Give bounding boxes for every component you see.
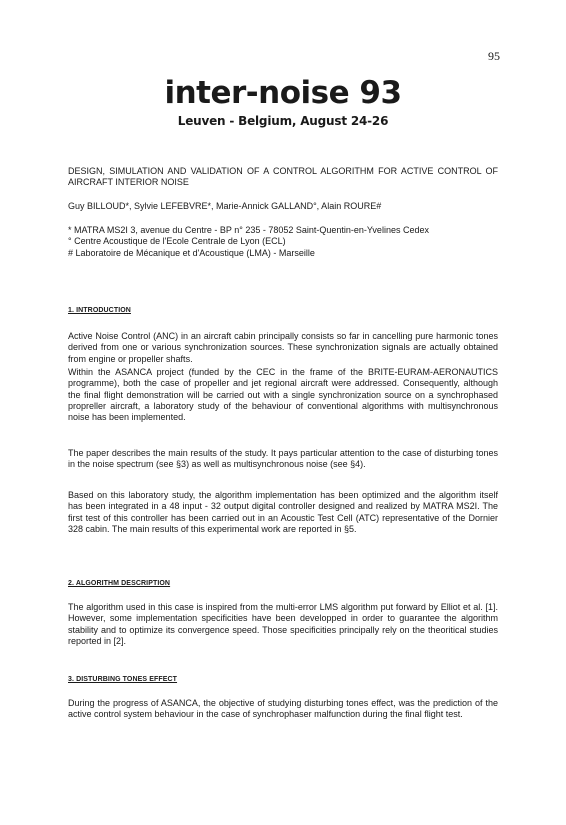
conference-subtitle: Leuven - Belgium, August 24-26 (177, 114, 389, 128)
paragraph: The paper describes the main results of the study. It pays particular attention to the case of disturbing tones in the noise spectrum (see §3) as well as multisynchronous noise (see §4). (68, 448, 498, 470)
paragraph: Within the ASANCA project (funded by the CEC in the frame of the BRITE-EURAM-AERONAUTICS programme), both the case of propeller and jet regional aircraft were addressed. Consequently, although the final flight demonstration will be carried out with a single synchronization source on a synchrophased propreller aircraft, a laboratory study of the behaviour of conventional algorithms with multisynchronous noise has been implemented. (68, 367, 498, 423)
affiliation-ecl: ° Centre Acoustique de l'Ecole Centrale de Lyon (ECL) (68, 236, 286, 247)
affiliation-matra: * MATRA MS2I 3, avenue du Centre - BP n° 235 - 78052 Saint-Quentin-en-Yvelines Cedex (68, 225, 429, 235)
paragraph: Based on this laboratory study, the algorithm implementation has been optimized and the algorithm itself has been integrated in a 48 input - 32 output digital controller designed and realized by MATRA MS2I. The first test of this controller has been carried out in an Acoustic Test Cell (ATC) representative of the Dornier 328 cabin. The main results of this experimental work are reported in §5. (68, 490, 498, 534)
paragraph: During the progress of ASANCA, the objective of studying disturbing tones effect, was the prediction of the active control system behaviour in the case of synchrophaser malfunction during the final flight test. (68, 698, 498, 720)
section-heading-introduction: 1. INTRODUCTION (68, 307, 131, 314)
paragraph: Active Noise Control (ANC) in an aircraft cabin principally consists so far in cancelling pure harmonic tones derived from one or various synchronization sources. These synchronization signals are actually obtained from engine or propeller shafts. (68, 331, 498, 364)
section-heading-algorithm-description: 2. ALGORITHM DESCRIPTION (68, 580, 171, 587)
affiliations (68, 225, 498, 259)
paper-authors: Guy BILLOUD*, Sylvie LEFEBVRE*, Marie-Annick GALLAND°, Alain ROURE# (68, 201, 382, 211)
affiliation-lma: # Laboratoire de Mécanique et d'Acoustique (LMA) - Marseille (68, 247, 315, 258)
paragraph: The algorithm used in this case is inspired from the multi-error LMS algorithm put forward by Elliot et al. [1]. However, some implementation specificities have been developped in order to guarantee the algorithm stability and to optimize its convergence speed. Those specificities principally rely on the theoritical studies reported in [2]. (68, 602, 498, 646)
section-heading-disturbing-tones: 3. DISTURBING TONES EFFECT (68, 676, 178, 683)
conference-title: inter-noise 93 (164, 75, 402, 111)
page-number: 95 (488, 49, 500, 63)
paper-title: DESIGN, SIMULATION AND VALIDATION OF A CONTROL ALGORITHM FOR ACTIVE CONTROL OF AIRCRAFT INTERIOR NOISE (68, 166, 498, 188)
